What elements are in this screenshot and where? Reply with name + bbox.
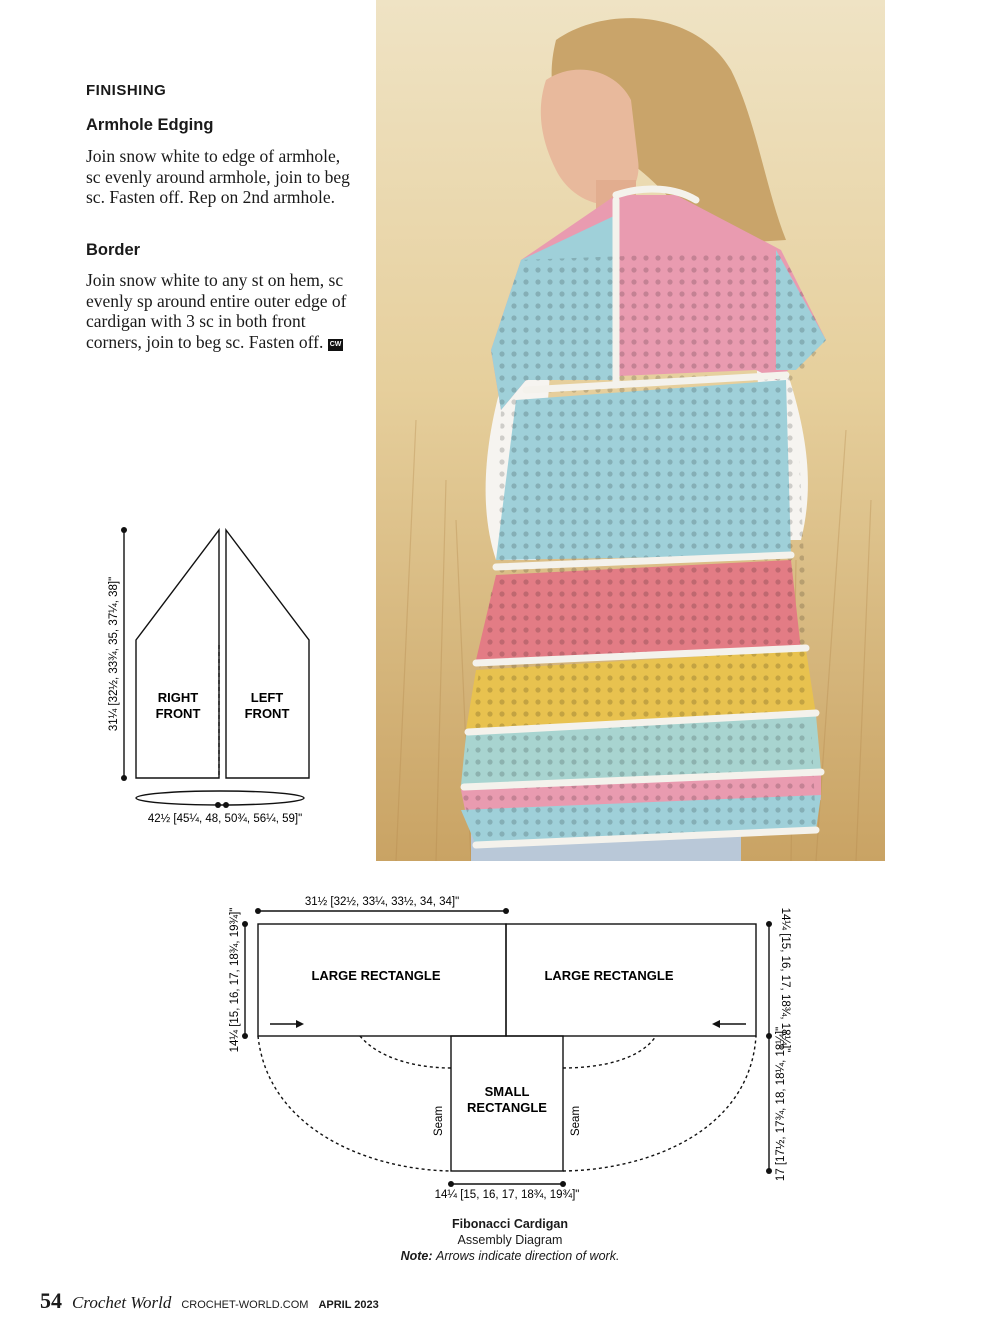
left-front-panel xyxy=(226,530,309,778)
right-height-label-bottom: 17 [17½, 17¾, 18, 18¼, 18¼]" xyxy=(775,1026,787,1182)
right-front-label-1: RIGHT xyxy=(157,690,199,705)
arrow-right-icon xyxy=(270,1020,304,1028)
bottom-width-label: 14¼ [15, 16, 17, 18¾, 19¾]" xyxy=(434,1189,580,1201)
caption-note-label: Note: xyxy=(400,1249,433,1263)
left-height-label: 14¼ [15, 16, 17, 18¾, 19¾]" xyxy=(229,907,241,1053)
large-rectangle-left-label: LARGE RECTANGLE xyxy=(311,968,441,983)
diagram-caption xyxy=(300,1216,720,1264)
caption-note-text: Arrows indicate direction of work. xyxy=(436,1249,620,1263)
front-diagram xyxy=(100,520,340,830)
model-photo xyxy=(376,0,885,861)
border-text: Join snow white to any st on hem, sc evenly sp around entire outer edge of cardigan with 3 sc in both front corners, join to beg sc. Fasten off. xyxy=(86,270,347,352)
left-front-label-2: FRONT xyxy=(244,706,290,721)
page-footer xyxy=(40,1288,379,1314)
armhole-edging-heading: Armhole Edging xyxy=(86,116,214,134)
front-height-label: 31¼ [32½, 33¾, 35, 37¼, 38]" xyxy=(108,576,120,732)
caption-title: Fibonacci Cardigan xyxy=(452,1217,568,1231)
small-rectangle-label-2: RECTANGLE xyxy=(467,1100,547,1115)
top-width-label: 31½ [32½, 33¼, 33½, 34, 34]" xyxy=(304,896,460,908)
small-rectangle-label-1: SMALL xyxy=(484,1084,530,1099)
cardigan xyxy=(461,189,826,845)
right-height-label-top: 14¼ [15, 16, 17, 18¾, 18¼]" xyxy=(779,907,791,1053)
assembly-diagram xyxy=(220,890,800,1210)
magazine-name: Crochet World xyxy=(72,1293,172,1312)
issue-date: APRIL 2023 xyxy=(318,1299,379,1311)
front-width-label: 42½ [45¼, 48, 50¾, 56¼, 59]" xyxy=(147,813,303,825)
arrow-left-icon xyxy=(712,1020,746,1028)
armhole-edging-text: Join snow white to edge of armhole, sc evenly around armhole, join to beg sc. Fasten off. Rep on 2nd armhole. xyxy=(86,146,350,207)
large-rectangle-right-label: LARGE RECTANGLE xyxy=(544,968,674,983)
left-front-label-1: LEFT xyxy=(250,690,284,705)
model-photo-illustration xyxy=(376,0,885,861)
right-front-label-2: FRONT xyxy=(155,706,201,721)
border-heading: Border xyxy=(86,241,141,259)
seam-left-label: Seam xyxy=(433,1105,445,1137)
website-link[interactable]: CROCHET-WORLD.COM xyxy=(181,1299,309,1311)
right-front-panel xyxy=(136,530,219,778)
caption-subtitle: Assembly Diagram xyxy=(457,1233,563,1247)
seam-right-label: Seam xyxy=(570,1105,582,1137)
cw-end-icon: CW xyxy=(328,339,344,351)
border-text-block xyxy=(86,270,356,352)
page-number: 54 xyxy=(40,1288,62,1313)
caption-note xyxy=(300,1248,720,1264)
finishing-heading: FINISHING xyxy=(86,82,167,99)
